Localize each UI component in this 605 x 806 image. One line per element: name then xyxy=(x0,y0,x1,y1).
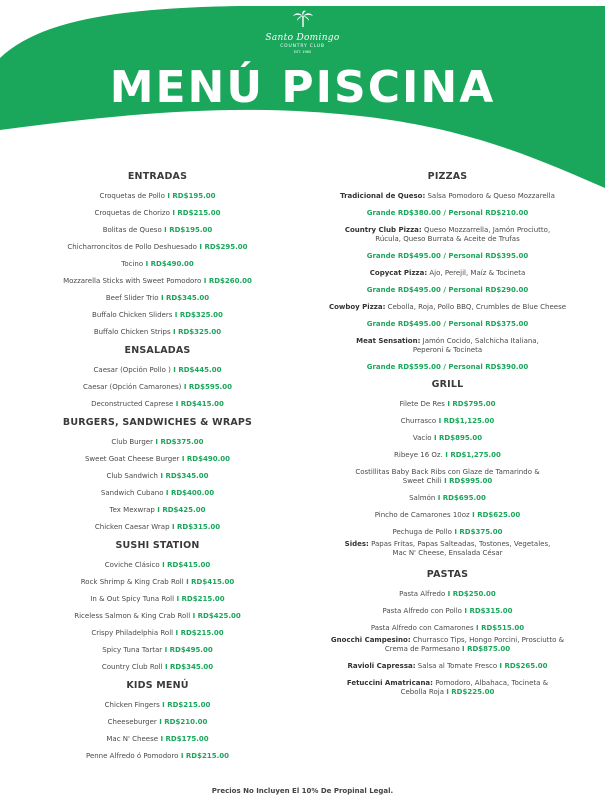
price-separator: I xyxy=(178,752,186,760)
item-name: Chicken Caesar Wrap xyxy=(94,523,170,531)
item-name: Country Club Roll xyxy=(101,663,163,671)
pizza-item xyxy=(305,269,590,278)
menu-item xyxy=(10,400,305,409)
price-separator: I xyxy=(183,578,192,586)
item-name: Crispy Philadelphia Roll xyxy=(91,629,174,637)
item-price: RD$425.00 xyxy=(197,612,241,620)
menu-item xyxy=(10,752,305,761)
menu-item xyxy=(305,607,590,616)
price-separator: I xyxy=(169,523,178,531)
item-name: Bolitas de Queso xyxy=(102,226,162,234)
right-column xyxy=(305,170,590,697)
section-title: BURGERS, SANDWICHES & WRAPS xyxy=(62,417,253,428)
menu-item xyxy=(10,561,305,570)
menu-item xyxy=(10,192,305,201)
pizza-desc2: Peperoni & Tocineta xyxy=(412,346,483,354)
item-price: RD$400.00 xyxy=(170,489,215,497)
menu-item xyxy=(10,612,305,621)
item-price: RD$345.00 xyxy=(170,663,214,671)
section-burgers xyxy=(10,416,305,532)
logo-year: EST. 1960 xyxy=(293,50,312,54)
item-price: RD$495.00 xyxy=(169,646,213,654)
item-name: Caesar (Opción Camarones) xyxy=(83,383,182,391)
menu-item xyxy=(10,226,305,235)
item-price: RD$315.00 xyxy=(469,607,513,615)
footer-note: Precios No Incluyen El 10% De Propinal Legal. xyxy=(211,787,394,795)
size-separator: / xyxy=(440,252,449,260)
pizza-name: Meat Sensation: xyxy=(356,337,421,345)
item-name: Cheeseburger xyxy=(107,718,157,726)
price-separator: I xyxy=(156,718,165,726)
pizza-desc2: Rúcula, Queso Burrata & Aceite de Trufas xyxy=(375,235,520,243)
personal-price: Personal RD$395.00 xyxy=(448,252,529,260)
price-separator: I xyxy=(451,528,460,536)
menu-item xyxy=(305,468,590,486)
grande-price: Grande RD$495.00 xyxy=(366,320,441,328)
item-price: RD$445.00 xyxy=(178,366,222,374)
menu-item xyxy=(10,506,305,515)
grande-price: Grande RD$495.00 xyxy=(366,286,441,294)
palm-tree-icon xyxy=(292,10,314,28)
personal-price: Personal RD$390.00 xyxy=(448,363,529,371)
pizza-sizes xyxy=(305,252,590,261)
pizza-item xyxy=(305,303,590,312)
item-price: RD$490.00 xyxy=(186,455,231,463)
item-name: Penne Alfredo ó Pomodoro xyxy=(85,752,179,760)
item-price: RD$315.00 xyxy=(177,523,221,531)
menu-item xyxy=(10,243,305,252)
menu-item xyxy=(305,590,590,599)
item-price: RD$415.00 xyxy=(167,561,211,569)
price-separator: I xyxy=(173,400,181,408)
menu-item xyxy=(10,383,305,392)
size-separator: / xyxy=(440,320,449,328)
menu-item: Fetuccini Amatricana: Pomodoro, Albahaca, Tocineta & Cebolla Roja I RD$225.00 xyxy=(346,679,549,696)
menu-item xyxy=(10,701,305,710)
item-name: Sweet Goat Cheese Burger xyxy=(84,455,180,463)
price-separator: I xyxy=(196,243,205,251)
menu-item xyxy=(10,311,305,320)
price-separator: I xyxy=(162,646,170,654)
item-price: RD$215.00 xyxy=(181,595,225,603)
item-name: Rock Shrimp & King Crab Roll xyxy=(80,578,184,586)
item-name: Deconstructed Caprese xyxy=(91,400,174,408)
menu-item xyxy=(10,472,305,481)
menu-item xyxy=(10,438,305,447)
grill-list xyxy=(305,400,590,537)
pizza-sizes xyxy=(305,209,590,218)
price-separator: I xyxy=(173,629,181,637)
item-price: RD$345.00 xyxy=(165,472,209,480)
item-price: RD$695.00 xyxy=(442,494,486,502)
header-banner xyxy=(0,0,605,190)
item-name: Pasta Alfredo con Pollo xyxy=(382,607,462,615)
item-price: RD$595.00 xyxy=(188,383,232,391)
pizza-item xyxy=(305,192,590,201)
price-separator: I xyxy=(164,192,173,200)
section-title: PASTAS xyxy=(426,569,469,580)
price-separator: I xyxy=(469,511,478,519)
price-separator: I xyxy=(163,489,171,497)
item-price: RD$325.00 xyxy=(179,311,223,319)
item-price: RD$215.00 xyxy=(177,209,221,217)
personal-price: Personal RD$210.00 xyxy=(448,209,529,217)
menu-item xyxy=(10,455,305,464)
price-separator: I xyxy=(172,311,180,319)
section-sushi xyxy=(10,539,305,672)
item-name: Riceless Salmon & King Crab Roll xyxy=(74,612,191,620)
section-pizzas xyxy=(305,170,590,372)
menu-item xyxy=(305,451,590,460)
price-separator: I xyxy=(161,226,170,234)
item-name: Tocino xyxy=(121,260,144,268)
club-logo xyxy=(0,10,605,54)
item-price: RD$425.00 xyxy=(162,506,206,514)
item-price: RD$260.00 xyxy=(208,277,252,285)
price-separator: I xyxy=(445,590,453,598)
pizza-sizes xyxy=(305,320,590,329)
item-price: RD$215.00 xyxy=(167,701,211,709)
logo-club: COUNTRY CLUB xyxy=(280,44,325,49)
item-price: RD$625.00 xyxy=(477,511,521,519)
item-name: Pincho de Camarones 10oz xyxy=(374,511,470,519)
menu-item xyxy=(305,434,590,443)
grande-price: Grande RD$595.00 xyxy=(366,363,441,371)
item-name: Buffalo Chicken Strips xyxy=(93,328,171,336)
item-price: RD$795.00 xyxy=(452,400,496,408)
menu-item xyxy=(305,417,590,426)
price-separator: I xyxy=(158,294,167,302)
sides-desc2: Mac N' Cheese, Ensalada César xyxy=(392,549,503,557)
menu-item xyxy=(10,595,305,604)
pizza-item xyxy=(305,337,590,355)
pizza-name: Copycat Pizza: xyxy=(369,269,428,277)
menu-item xyxy=(10,294,305,303)
pizza-name: Country Club Pizza: xyxy=(344,226,422,234)
pizza-desc: Jamón Cocido, Salchicha Italiana, xyxy=(422,337,539,345)
item-name: Buffalo Chicken Sliders xyxy=(92,311,173,319)
price-separator: I xyxy=(179,455,187,463)
menu-item xyxy=(305,494,590,503)
pizza-name: Tradicional de Queso: xyxy=(340,192,426,200)
item-name: Salmón xyxy=(409,494,436,502)
item-name: Croquetas de Chorizo xyxy=(94,209,170,217)
item-name: Pasta Alfredo xyxy=(399,590,446,598)
price-separator: I xyxy=(174,595,182,603)
item-price: RD$195.00 xyxy=(172,192,216,200)
menu-item xyxy=(10,328,305,337)
price-separator: I xyxy=(159,561,168,569)
price-separator: I xyxy=(436,417,444,425)
pizza-sizes xyxy=(305,363,590,372)
sides-line xyxy=(305,540,590,558)
left-column xyxy=(10,170,305,761)
item-name: Mac N' Cheese xyxy=(106,735,159,743)
menu-item xyxy=(10,523,305,532)
section-title: GRILL xyxy=(431,379,464,390)
item-price: RD$415.00 xyxy=(180,400,224,408)
item-name: Pechuga de Pollo xyxy=(392,528,452,536)
item-price: RD$515.00 xyxy=(481,624,525,632)
size-separator: / xyxy=(440,286,449,294)
section-title: PIZZAS xyxy=(427,171,468,182)
section-title: SUSHI STATION xyxy=(115,540,200,551)
menu-item xyxy=(10,578,305,587)
menu-item xyxy=(10,260,305,269)
price-separator: I xyxy=(157,472,166,480)
menu-item xyxy=(10,629,305,638)
pasta-list xyxy=(305,590,590,633)
item-name: Mozzarella Sticks with Sweet Pomodoro xyxy=(63,277,202,285)
price-separator: I xyxy=(143,260,151,268)
price-separator: I xyxy=(435,494,443,502)
section-ensaladas xyxy=(10,344,305,409)
item-name: Ribeye 16 Oz. xyxy=(394,451,443,459)
item-price: RD$490.00 xyxy=(150,260,194,268)
menu-item: Ravioli Capressa: Salsa al Tomate Fresco I RD$265.00 xyxy=(347,662,548,670)
menu-item xyxy=(10,646,305,655)
price-separator: I xyxy=(181,383,189,391)
size-separator: / xyxy=(440,363,449,371)
menu-item xyxy=(10,209,305,218)
item-name2: Sweet Chili xyxy=(402,477,442,485)
menu-item xyxy=(10,366,305,375)
section-kids xyxy=(10,679,305,761)
item-name: Chicharroncitos de Pollo Deshuesado xyxy=(67,243,197,251)
menu-item xyxy=(10,718,305,727)
item-name: Croquetas de Pollo xyxy=(99,192,165,200)
item-name: Filete De Res xyxy=(399,400,445,408)
menu-item: Gnocchi Campesino: Churrasco Tips, Hongo Porcini, Prosciutto & Crema de Parmesano I RD$875.00 xyxy=(330,636,565,653)
pizza-desc: Queso Mozzarrella, Jamón Prociutto, xyxy=(423,226,551,234)
pizza-name: Cowboy Pizza: xyxy=(328,303,386,311)
menu-item xyxy=(305,511,590,520)
item-name: Vacío xyxy=(412,434,432,442)
grande-price: Grande RD$380.00 xyxy=(366,209,441,217)
price-separator: I xyxy=(152,438,161,446)
pizza-sizes xyxy=(305,286,590,295)
section-title: ENSALADAS xyxy=(124,345,191,356)
item-price: RD$995.00 xyxy=(449,477,493,485)
item-price: RD$295.00 xyxy=(204,243,248,251)
personal-price: Personal RD$375.00 xyxy=(448,320,529,328)
logo-script: Santo Domingo xyxy=(265,33,340,43)
item-price: RD$250.00 xyxy=(452,590,496,598)
menu-item xyxy=(10,663,305,672)
item-name: Tex Mexwrap xyxy=(109,506,155,514)
sides-desc: Papas Fritas, Papas Salteadas, Tostones, Vegetales, xyxy=(371,540,551,548)
item-name: Caesar (Opción Pollo ) xyxy=(93,366,171,374)
price-separator: I xyxy=(461,607,470,615)
section-title: KIDS MENÚ xyxy=(126,680,189,691)
section-pastas xyxy=(305,568,590,697)
menu-item xyxy=(10,489,305,498)
item-price: RD$895.00 xyxy=(439,434,483,442)
item-name: Club Sandwich xyxy=(106,472,158,480)
size-separator: / xyxy=(440,209,449,217)
pizza-desc: Cebolla, Roja, Pollo BBQ, Crumbles de Blue Cheese xyxy=(387,303,567,311)
item-name: Pasta Alfredo con Camarones xyxy=(370,624,474,632)
item-name: Spicy Tuna Tartar xyxy=(102,646,163,654)
item-name: Costillitas Baby Back Ribs con Glaze de Tamarindo & xyxy=(355,468,540,476)
menu-item xyxy=(305,528,590,537)
pizza-list xyxy=(305,192,590,372)
price-separator: I xyxy=(162,663,171,671)
grande-price: Grande RD$495.00 xyxy=(366,252,441,260)
item-price: RD$175.00 xyxy=(165,735,209,743)
pizza-item xyxy=(305,226,590,244)
price-separator: I xyxy=(442,451,451,459)
item-price: RD$210.00 xyxy=(164,718,208,726)
item-price: RD$215.00 xyxy=(185,752,230,760)
price-separator: I xyxy=(473,624,482,632)
item-price: RD$375.00 xyxy=(160,438,204,446)
menu-item xyxy=(10,277,305,286)
item-name: Churrasco xyxy=(400,417,437,425)
menu-item xyxy=(10,735,305,744)
item-name: Club Burger xyxy=(111,438,153,446)
item-price: RD$415.00 xyxy=(191,578,235,586)
price-separator: I xyxy=(170,366,179,374)
item-name: Chicken Fingers xyxy=(104,701,160,709)
price-separator: I xyxy=(159,701,168,709)
price-separator: I xyxy=(190,612,198,620)
price-separator: I xyxy=(441,477,450,485)
price-separator: I xyxy=(169,209,178,217)
menu-item xyxy=(305,624,590,633)
price-separator: I xyxy=(154,506,163,514)
item-name: Beef Slider Trio xyxy=(105,294,159,302)
page-title: MENÚ PISCINA xyxy=(109,62,496,113)
item-name: Coviche Clásico xyxy=(104,561,160,569)
item-price: RD$325.00 xyxy=(178,328,222,336)
item-name: Sandwich Cubano xyxy=(100,489,164,497)
item-price: RD$375.00 xyxy=(459,528,503,536)
personal-price: Personal RD$290.00 xyxy=(448,286,529,294)
section-title: ENTRADAS xyxy=(127,171,188,182)
item-name: In & Out Spicy Tuna Roll xyxy=(90,595,175,603)
section-entradas xyxy=(10,170,305,337)
sides-label: Sides: xyxy=(344,540,369,548)
price-separator: I xyxy=(170,328,179,336)
item-price: RD$345.00 xyxy=(166,294,210,302)
section-grill xyxy=(305,378,590,558)
item-price: RD$195.00 xyxy=(169,226,213,234)
item-price: RD$1,275.00 xyxy=(450,451,501,459)
price-separator: I xyxy=(158,735,166,743)
price-separator: I xyxy=(444,400,453,408)
price-separator: I xyxy=(431,434,439,442)
pizza-desc: Salsa Pomodoro & Queso Mozzarella xyxy=(427,192,555,200)
price-separator: I xyxy=(201,277,209,285)
menu-item xyxy=(305,400,590,409)
item-price: RD$215.00 xyxy=(180,629,224,637)
item-price: RD$1,125.00 xyxy=(443,417,495,425)
pizza-desc: Ajo, Perejil, Maíz & Tocineta xyxy=(429,269,526,277)
